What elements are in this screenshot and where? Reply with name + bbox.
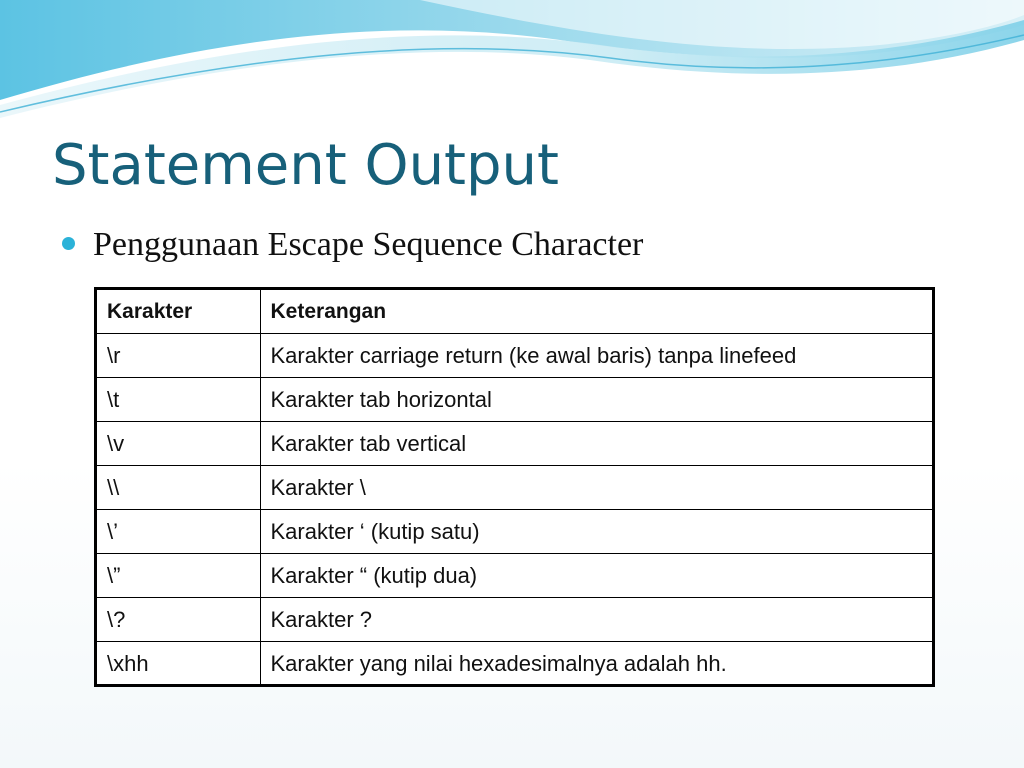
cell-keterangan: Karakter \	[260, 466, 932, 510]
cell-keterangan: Karakter ‘ (kutip satu)	[260, 510, 932, 554]
cell-karakter: \\	[97, 466, 260, 510]
cell-karakter: \t	[97, 378, 260, 422]
cell-karakter: \”	[97, 554, 260, 598]
cell-keterangan: Karakter carriage return (ke awal baris) tanpa linefeed	[260, 334, 932, 378]
table-row	[97, 334, 932, 378]
cell-karakter: \?	[97, 598, 260, 642]
cell-karakter: \v	[97, 422, 260, 466]
escape-sequence-table-container	[94, 287, 935, 687]
cell-keterangan: Karakter ?	[260, 598, 932, 642]
column-header-keterangan: Keterangan	[260, 290, 932, 334]
table-row	[97, 642, 932, 686]
escape-sequence-table	[97, 290, 932, 685]
table-header-row	[97, 290, 932, 334]
table-row	[97, 554, 932, 598]
cell-keterangan: Karakter “ (kutip dua)	[260, 554, 932, 598]
bullet-dot-icon	[62, 237, 75, 250]
cell-keterangan: Karakter yang nilai hexadesimalnya adalah hh.	[260, 642, 932, 686]
table-row	[97, 510, 932, 554]
cell-keterangan: Karakter tab vertical	[260, 422, 932, 466]
column-header-karakter: Karakter	[97, 290, 260, 334]
bullet-text: Penggunaan Escape Sequence Character	[93, 226, 644, 263]
bullet-item	[62, 222, 643, 268]
header-wave-decoration	[0, 0, 1024, 130]
cell-karakter: \r	[97, 334, 260, 378]
cell-karakter: \xhh	[97, 642, 260, 686]
table-row	[97, 422, 932, 466]
slide-title: Statement Output	[52, 133, 560, 198]
cell-keterangan: Karakter tab horizontal	[260, 378, 932, 422]
table-row	[97, 598, 932, 642]
table-row	[97, 378, 932, 422]
table-row	[97, 466, 932, 510]
cell-karakter: \’	[97, 510, 260, 554]
